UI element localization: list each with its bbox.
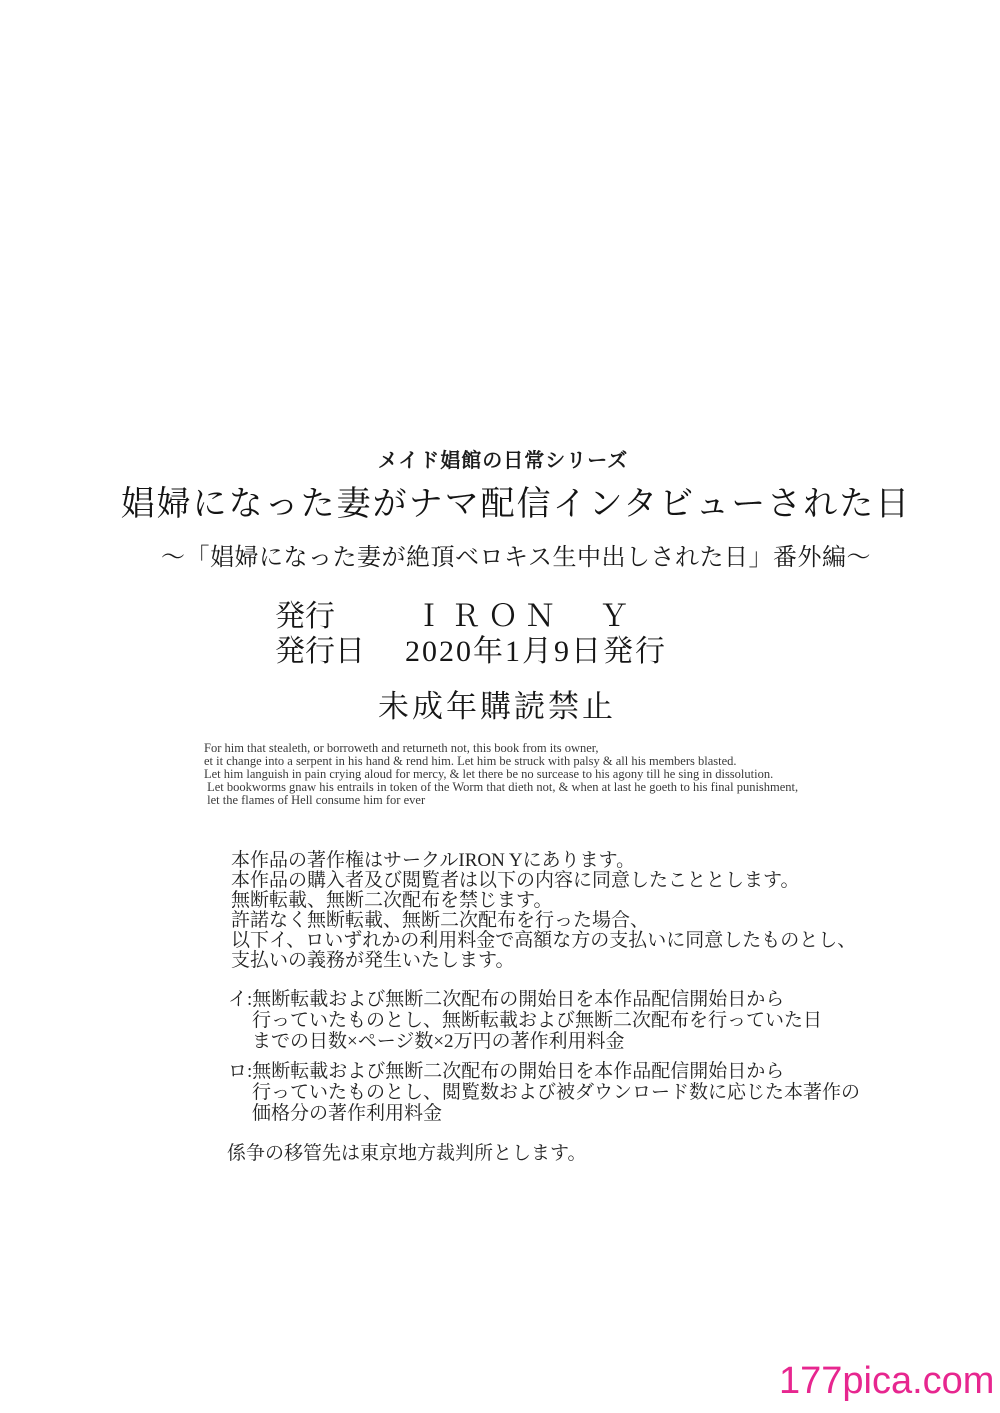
curse-line: et it change into a serpent in his hand & rend him. Let him be struck with palsy & all his members blasted. (204, 753, 737, 768)
page-title: 娼婦になった妻がナマ配信インタビューされた日 (120, 486, 912, 523)
clause-marker: イ: (228, 989, 253, 1010)
copyright-terms (231, 851, 856, 971)
age-restriction-notice: 未成年購読禁止 (378, 689, 616, 724)
curse-line: let the flames of Hell consume him for ever (204, 792, 426, 807)
publisher-row (275, 599, 667, 634)
clause-line: 価格分の著作利用料金 (252, 1103, 443, 1124)
series-label: メイド娼館の日常シリーズ (377, 450, 629, 472)
jurisdiction-note: 係争の移管先は東京地方裁判所とします。 (227, 1143, 587, 1164)
terms-line: 本作品の著作権はサークルIRON Yにあります。 (231, 850, 636, 871)
curse-line: Let him languish in pain crying aloud for mercy, & let there be no surcease to his agony till he sing in dissolution. (204, 766, 774, 781)
publisher-label: 発行 (275, 600, 335, 633)
clause-text: 無断転載および無断二次配布の開始日を本作品配信開始日から (252, 1061, 785, 1082)
pubdate-row (275, 634, 667, 669)
book-curse (204, 742, 798, 807)
terms-line: 以下イ、ロいずれかの利用料金で高額な方の支払いに同意したものとし、 (231, 930, 857, 951)
pubdate-label: 発行日 (275, 635, 365, 668)
terms-line: 支払いの義務が発生いたします。 (231, 950, 515, 971)
fee-clause-i (228, 989, 822, 1052)
clause-line (228, 989, 822, 1010)
site-watermark: 177pica.com (779, 1360, 995, 1402)
clause-marker: ロ: (228, 1061, 253, 1082)
publisher-value: ＩＲＯＮ Ｙ (414, 600, 636, 633)
clause-line: までの日数×ページ数×2万円の著作利用料金 (252, 1031, 625, 1052)
publication-info (275, 599, 667, 669)
clause-line (228, 1061, 860, 1082)
fee-clause-ro (228, 1061, 860, 1124)
clause-line: 行っていたものとし、閲覧数および被ダウンロード数に応じた本著作の (252, 1082, 861, 1103)
curse-line: Let bookworms gnaw his entrails in token of the Worm that dieth not, & when at last he goeth to his final punishment, (204, 779, 799, 794)
curse-line: For him that stealeth, or borroweth and returneth not, this book from its owner, (204, 741, 599, 755)
terms-line: 許諾なく無断転載、無断二次配布を行った場合、 (231, 910, 650, 931)
clause-text: 無断転載および無断二次配布の開始日を本作品配信開始日から (252, 989, 785, 1010)
terms-line: 無断転載、無断二次配布を禁じます。 (231, 890, 553, 911)
terms-line: 本作品の購入者及び閲覧者は以下の内容に同意したこととします。 (231, 870, 800, 891)
pubdate-value: 2020年1月9日発行 (405, 635, 667, 668)
clause-line: 行っていたものとし、無断転載および無断二次配布を行っていた日 (252, 1010, 823, 1031)
subtitle: ～「娼婦になった妻が絶頂ベロキス生中出しされた日」番外編～ (160, 545, 872, 571)
